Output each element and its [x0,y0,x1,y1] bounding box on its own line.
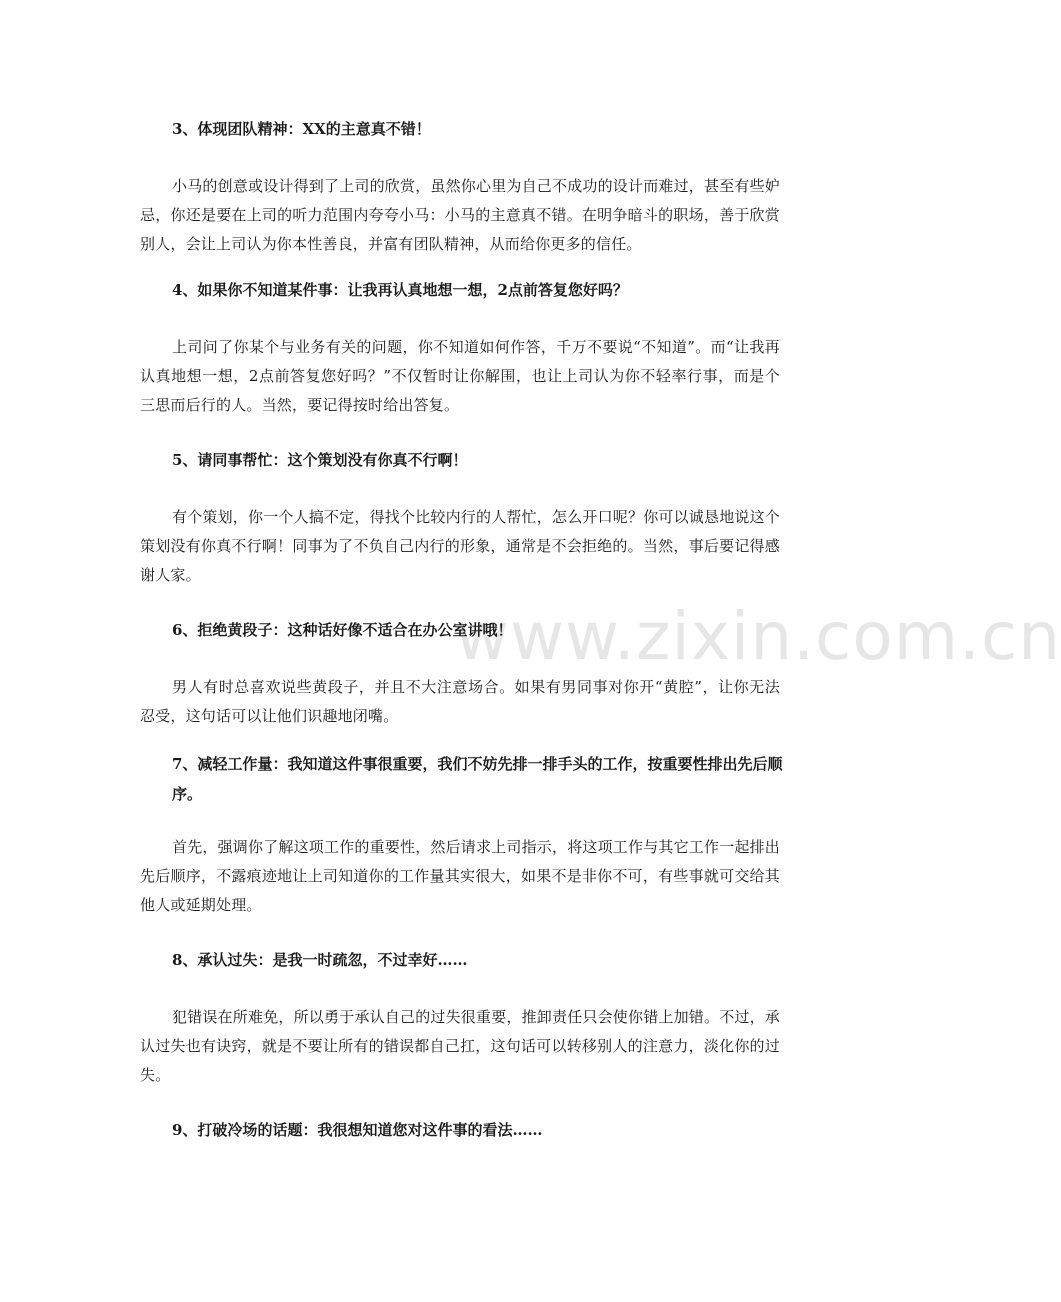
section-6-heading: 6、拒绝黄段子：这种话好像不适合在办公室讲哦！ [172,621,513,639]
section-7-body: 首先，强调你了解这项工作的重要性，然后请求上司指示，将这项工作与其它工作一起排出先后顺序，不露痕迹地让上司知道你的工作量其实很大，如果不是非你不可，有些事就可交给其他人或延期处理。 [140,838,781,914]
section-3-heading: 3、体现团队精神：XX的主意真不错！ [172,120,431,138]
section-4-body: 上司问了你某个与业务有关的问题，你不知道如何作答，千万不要说“不知道”。而“让我再认真地想一想，2点前答复您好吗？”不仅暂时让你解围，也让上司认为你不轻率行事，而是个三思而后行的人。当然，要记得按时给出答复。 [140,338,780,414]
section-8-body: 犯错误在所难免，所以勇于承认自己的过失很重要，推卸责任只会使你错上加错。不过，承认过失也有诀窍，就是不要让所有的错误都自己扛，这句话可以转移别人的注意力，淡化你的过失。 [140,1008,781,1084]
section-7-heading: 7、减轻工作量：我知道这件事很重要，我们不妨先排一排手头的工作，按重要性排出先后顺序。 [172,755,783,803]
section-9-heading: 9、打破冷场的话题：我很想知道您对这件事的看法…… [172,1121,543,1139]
section-3-body: 小马的创意或设计得到了上司的欣赏，虽然你心里为自己不成功的设计而难过，甚至有些妒忌，你还是要在上司的听力范围内夸夸小马：小马的主意真不错。在明争暗斗的职场，善于欣赏别人，会让上司认为你本性善良，并富有团队精神，从而给你更多的信任。 [140,177,781,253]
section-8-heading: 8、承认过失：是我一时疏忽，不过幸好…… [172,951,468,969]
section-6-body: 男人有时总喜欢说些黄段子，并且不大注意场合。如果有男同事对你开“黄腔”，让你无法忍受，这句话可以让他们识趣地闭嘴。 [140,678,780,725]
section-5-heading: 5、请同事帮忙：这个策划没有你真不行啊！ [172,451,468,469]
watermark-text: www.zixin.com.cn [455,598,1061,675]
section-4-heading: 4、如果你不知道某件事：让我再认真地想一想，2点前答复您好吗？ [172,281,628,299]
section-5-body: 有个策划，你一个人搞不定，得找个比较内行的人帮忙，怎么开口呢？你可以诚恳地说这个策划没有你真不行啊！同事为了不负自己内行的形象，通常是不会拒绝的。当然，事后要记得感谢人家。 [140,508,781,584]
